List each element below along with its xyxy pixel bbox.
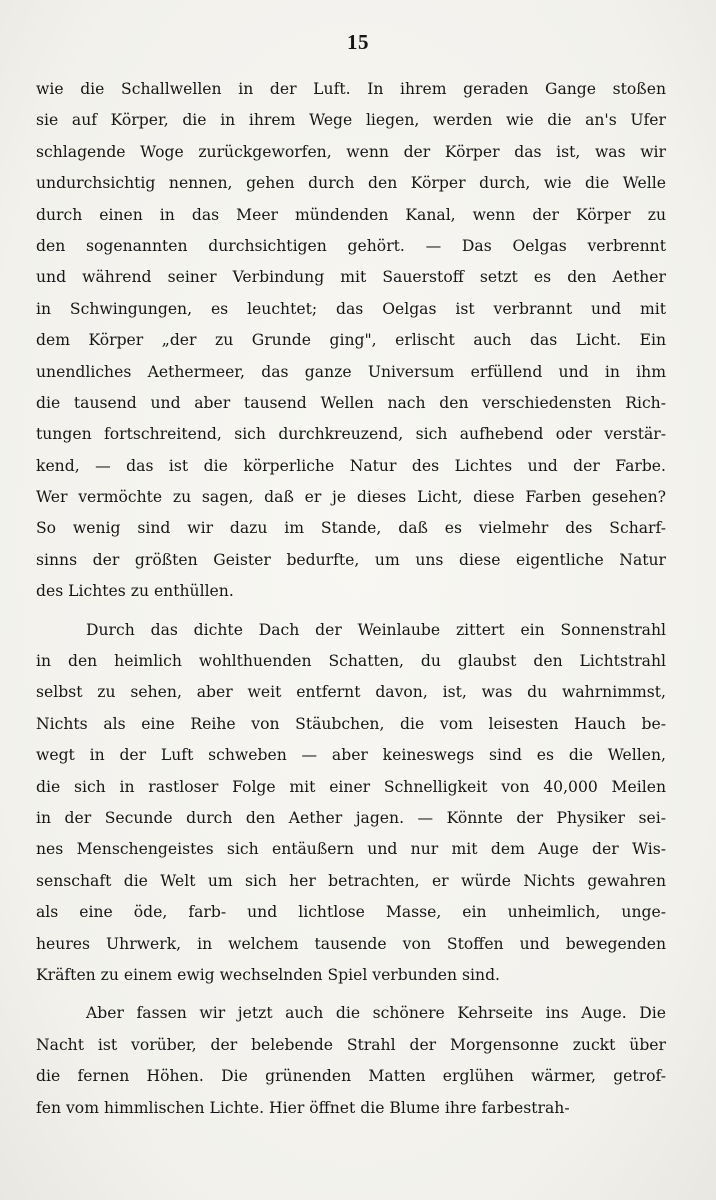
text-line: in der Secunde durch den Aether jagen. — Könnte der Physiker sei- (36, 808, 666, 827)
text-line: Kräften zu einem ewig wechselnden Spiel verbunden sind. (36, 965, 501, 984)
paragraph (36, 998, 666, 1124)
text-line: und während seiner Verbindung mit Sauerstoff setzt es den Aether (36, 268, 666, 287)
text-line: die fernen Höhen. Die grünenden Matten erglühen wärmer, getrof- (36, 1067, 666, 1086)
text-line: Nacht ist vorüber, der belebende Strahl der Morgensonne zuckt über (36, 1035, 666, 1054)
text-line: Durch das dichte Dach der Weinlaube zittert ein Sonnenstrahl (86, 620, 666, 639)
text-line: den sogenannten durchsichtigen gehört. — Das Oelgas verbrennt (36, 236, 666, 255)
text-line: heures Uhrwerk, in welchem tausende von Stoffen und bewegenden (36, 934, 666, 953)
paragraph-gap (36, 991, 666, 998)
text-line: schlagende Woge zurückgeworfen, wenn der Körper das ist, was wir (36, 142, 666, 161)
text-line: des Lichtes zu enthüllen. (36, 582, 234, 601)
text-line: die sich in rastloser Folge mit einer Schnelligkeit von 40,000 Meilen (36, 777, 666, 796)
text-line: tungen fortschreitend, sich durchkreuzend, sich aufhebend oder verstär- (36, 425, 666, 444)
text-line: nes Menschengeistes sich entäußern und nur mit dem Auge der Wis- (36, 840, 666, 859)
text-line: selbst zu sehen, aber weit entfernt davon, ist, was du wahrnimmst, (36, 683, 666, 702)
text-line: sie auf Körper, die in ihrem Wege liegen, werden wie die an's Ufer (36, 111, 666, 130)
paragraph (36, 74, 666, 608)
text-line: undurchsichtig nennen, gehen durch den Körper durch, wie die Welle (36, 174, 666, 193)
text-line: wegt in der Luft schweben — aber keineswegs sind es die Wellen, (36, 746, 666, 765)
text-line: Nichts als eine Reihe von Stäubchen, die vom leisesten Hauch be- (36, 714, 666, 733)
text-line: in den heimlich wohlthuenden Schatten, du glaubst den Lichtstrahl (36, 652, 666, 671)
text-line: sinns der größten Geister bedurfte, um uns diese eigentliche Natur (36, 550, 666, 569)
body-text (36, 74, 666, 1124)
text-line: dem Körper „der zu Grunde ging", erlischt auch das Licht. Ein (36, 331, 666, 350)
paragraph-gap (36, 608, 666, 615)
text-line: die tausend und aber tausend Wellen nach den verschiedensten Rich- (36, 393, 666, 412)
text-line: senschaft die Welt um sich her betrachten, er würde Nichts gewahren (36, 871, 666, 890)
text-line: als eine öde, farb- und lichtlose Masse, ein unheimlich, unge- (36, 903, 666, 922)
paragraph (36, 615, 666, 992)
text-line: in Schwingungen, es leuchtet; das Oelgas ist verbrannt und mit (36, 299, 666, 318)
text-line: Aber fassen wir jetzt auch die schönere Kehrseite ins Auge. Die (86, 1004, 666, 1023)
text-line: wie die Schallwellen in der Luft. In ihrem geraden Gange stoßen (36, 80, 666, 98)
page-number: 15 (347, 30, 369, 54)
text-line: fen vom himmlischen Lichte. Hier öffnet die Blume ihre farbestrah- (36, 1098, 570, 1117)
text-line: So wenig sind wir dazu im Stande, daß es vielmehr des Scharf- (36, 519, 666, 538)
text-line: durch einen in das Meer mündenden Kanal, wenn der Körper zu (36, 205, 666, 224)
text-line: kend, — das ist die körperliche Natur des Lichtes und der Farbe. (36, 456, 666, 475)
text-line: unendliches Aethermeer, das ganze Universum erfüllend und in ihm (36, 362, 666, 381)
text-line: Wer vermöchte zu sagen, daß er je dieses Licht, diese Farben gesehen? (36, 488, 666, 507)
